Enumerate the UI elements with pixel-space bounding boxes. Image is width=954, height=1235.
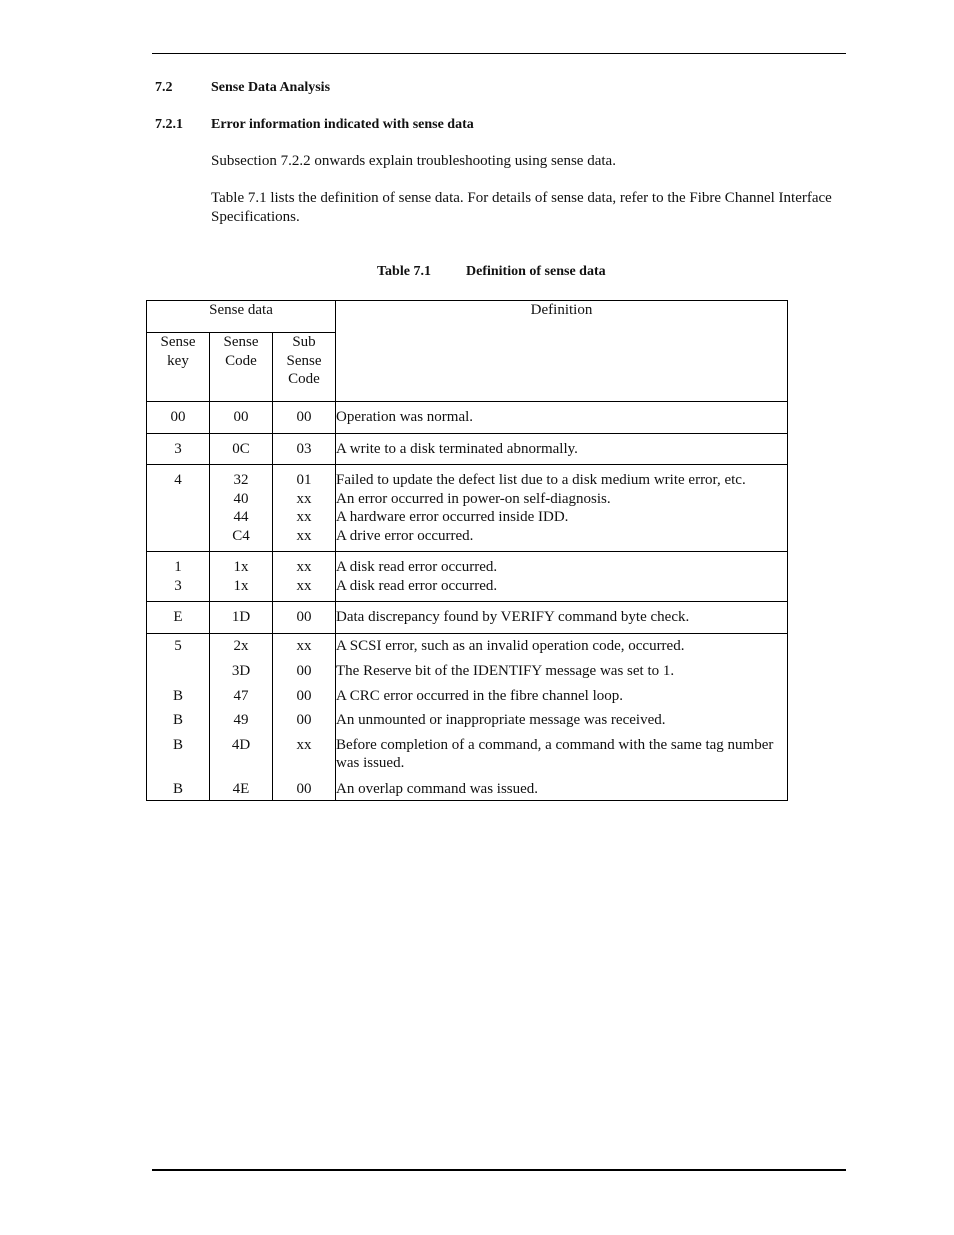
- header-line: key: [167, 352, 189, 369]
- sense-key-header: [147, 333, 210, 402]
- cell-line: 00: [296, 780, 312, 797]
- table-row: [147, 433, 788, 465]
- cell-line: 3D: [231, 663, 251, 679]
- sub-sense-code-cell: [273, 552, 336, 602]
- table-row: [147, 465, 788, 552]
- sense-data-group-header: Sense data: [147, 301, 336, 333]
- header-line: Code: [288, 371, 320, 387]
- header-rule: [152, 53, 846, 54]
- cell-line: B: [172, 687, 183, 704]
- cell-line: 5: [174, 637, 182, 654]
- definition-header: Definition: [336, 301, 788, 402]
- sub-sense-code-cell: [273, 633, 336, 801]
- header-line: Code: [225, 352, 257, 369]
- cell-line: A SCSI error, such as an invalid operation code, occurred.: [336, 637, 685, 654]
- definition-cell: [336, 602, 788, 634]
- cell-line: B: [172, 712, 183, 728]
- sub-sense-code-cell: [273, 402, 336, 434]
- cell-line: A disk read error occurred.: [336, 559, 498, 575]
- cell-line: Before completion of a command, a command with the same tag number was issued.: [336, 736, 774, 771]
- cell-line: xx: [296, 736, 312, 753]
- definition-cell: [336, 433, 788, 465]
- cell-line: 32: [233, 472, 249, 488]
- cell-line: 4: [174, 472, 182, 488]
- cell-line: xx: [296, 509, 312, 525]
- cell-line: An error occurred in power-on self-diagnosis.: [336, 490, 611, 507]
- cell-line: 00: [170, 409, 186, 425]
- cell-line: xx: [296, 637, 312, 654]
- cell-line: E: [173, 609, 183, 625]
- sense-code-cell: [210, 633, 273, 801]
- cell-line: B: [172, 736, 183, 753]
- cell-line: xx: [296, 559, 312, 575]
- header-line: Sense: [160, 334, 196, 350]
- paragraph-table-reference: Table 7.1 lists the definition of sense data. For details of sense data, refer to the Fibre Channel Interface Specifications.: [211, 190, 832, 225]
- cell-line: A hardware error occurred inside IDD.: [336, 509, 569, 525]
- cell-line: 00: [296, 609, 312, 625]
- cell-line: 40: [233, 490, 249, 507]
- sense-key-cell: [147, 552, 210, 602]
- sense-key-cell: [147, 465, 210, 552]
- cell-line: 1D: [231, 609, 251, 625]
- cell-line: 3: [174, 440, 182, 457]
- table-row: [147, 602, 788, 634]
- footer-rule: [152, 1169, 846, 1171]
- sub-sense-code-cell: [273, 602, 336, 634]
- cell-line: Data discrepancy found by VERIFY command byte check.: [336, 609, 690, 625]
- cell-line: An unmounted or inappropriate message was received.: [336, 712, 666, 728]
- cell-line: A disk read error occurred.: [336, 577, 498, 594]
- cell-line: xx: [296, 577, 312, 594]
- cell-line: 2x: [233, 637, 249, 654]
- cell-line: An overlap command was issued.: [336, 780, 539, 797]
- sense-data-table: [146, 300, 788, 801]
- cell-line: Failed to update the defect list due to a disk medium write error, etc.: [336, 472, 746, 488]
- subsection-title: Error information indicated with sense data: [211, 117, 474, 132]
- cell-line: 1: [174, 559, 182, 575]
- cell-line: 4E: [232, 780, 250, 797]
- cell-line: 00: [296, 663, 312, 679]
- definition-cell: [336, 552, 788, 602]
- cell-line: 0C: [232, 440, 250, 457]
- cell-line: xx: [296, 490, 312, 507]
- sense-code-cell: [210, 552, 273, 602]
- table-header-row: [147, 301, 788, 333]
- cell-line: C4: [232, 527, 250, 544]
- definition-cell: [336, 465, 788, 552]
- cell-line: [147, 662, 209, 681]
- sense-code-header: [210, 333, 273, 402]
- sense-code-cell: [210, 465, 273, 552]
- sub-sense-code-cell: [273, 433, 336, 465]
- sense-key-cell: [147, 633, 210, 801]
- cell-line: The Reserve bit of the IDENTIFY message was set to 1.: [336, 663, 675, 679]
- cell-line: 00: [233, 409, 249, 425]
- definition-cell: [336, 402, 788, 434]
- subsection-number: 7.2.1: [155, 117, 183, 132]
- cell-line: 00: [296, 409, 312, 425]
- table-caption-number: Table 7.1: [377, 264, 431, 279]
- cell-line: 49: [233, 712, 249, 728]
- cell-line: Operation was normal.: [336, 409, 474, 425]
- header-line: Sub: [292, 334, 316, 350]
- sense-code-cell: [210, 433, 273, 465]
- cell-line: 01: [296, 472, 312, 488]
- cell-line: 1x: [233, 559, 249, 575]
- cell-line: A write to a disk terminated abnormally.: [336, 440, 578, 457]
- cell-line: 4D: [231, 736, 251, 753]
- paragraph-intro: Subsection 7.2.2 onwards explain troubleshooting using sense data.: [211, 153, 616, 169]
- sense-key-cell: [147, 433, 210, 465]
- cell-line: 44: [233, 509, 249, 525]
- definition-cell: [336, 633, 788, 801]
- sub-sense-code-header: [273, 333, 336, 402]
- cell-line: 00: [296, 687, 312, 704]
- sense-key-cell: [147, 402, 210, 434]
- cell-line: 3: [174, 577, 182, 594]
- sub-sense-code-cell: [273, 465, 336, 552]
- sense-code-cell: [210, 402, 273, 434]
- cell-line: 03: [296, 440, 312, 457]
- section-number: 7.2: [155, 80, 173, 95]
- table-row: [147, 552, 788, 602]
- table-row: [147, 633, 788, 801]
- cell-line: 1x: [233, 577, 249, 594]
- sense-code-cell: [210, 602, 273, 634]
- cell-line: 00: [296, 712, 312, 728]
- sense-key-cell: [147, 602, 210, 634]
- cell-line: 47: [233, 687, 249, 704]
- section-title: Sense Data Analysis: [211, 80, 331, 95]
- cell-line: A drive error occurred.: [336, 527, 474, 544]
- cell-line: xx: [296, 527, 312, 544]
- cell-line: B: [172, 780, 183, 797]
- header-line: Sense: [286, 352, 322, 369]
- table-caption-title: Definition of sense data: [466, 264, 606, 279]
- cell-line: A CRC error occurred in the fibre channel loop.: [336, 687, 623, 704]
- table-row: [147, 402, 788, 434]
- header-line: Sense: [223, 334, 259, 350]
